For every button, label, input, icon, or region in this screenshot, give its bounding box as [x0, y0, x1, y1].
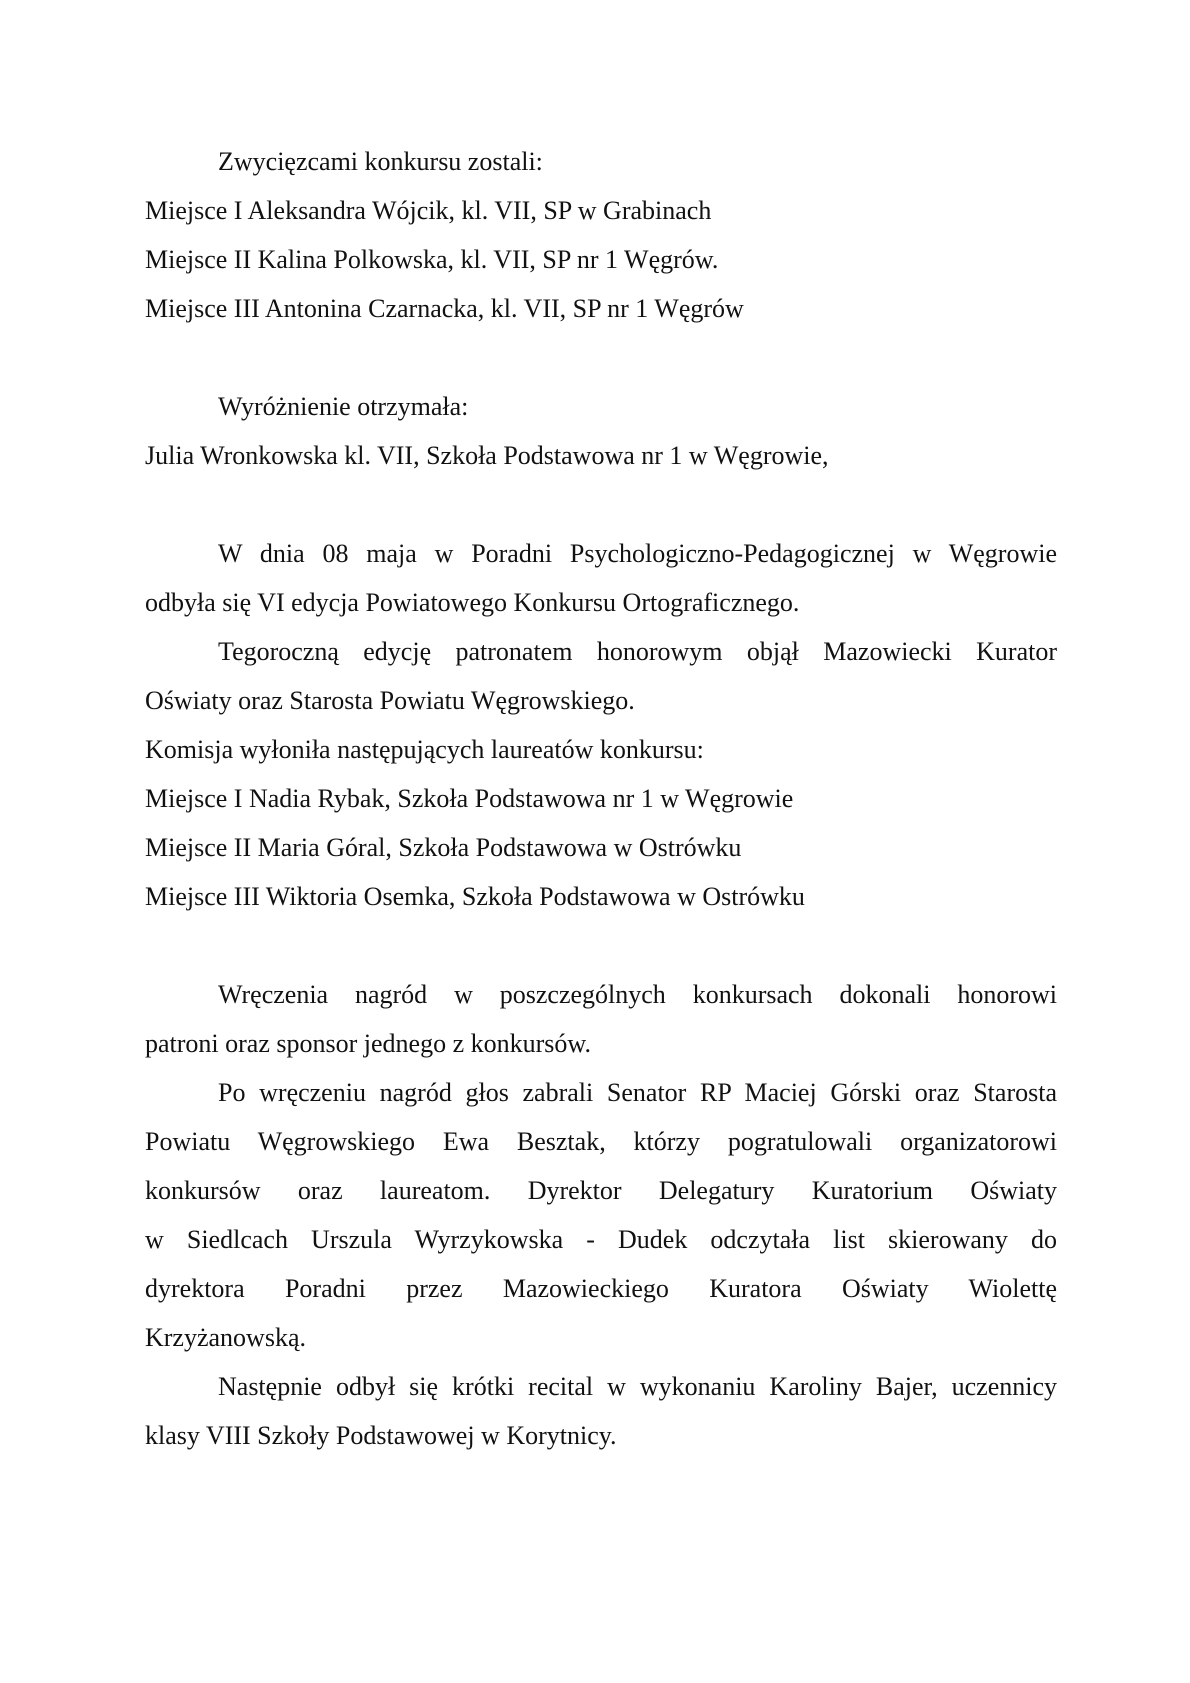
ceremony-paragraph-2-line-2: Powiatu Węgrowskiego Ewa Besztak, którzy pogratulowali organizatorowi [145, 1127, 1057, 1156]
ceremony-paragraph-2-line-4: w Siedlcach Urszula Wyrzykowska - Dudek odczytała list skierowany do [145, 1225, 1057, 1254]
commission-text: Komisja wyłoniła następujących laureatów konkursu: [145, 735, 704, 764]
ceremony-paragraph-2-line-6: Krzyżanowską. [145, 1323, 306, 1352]
winner-place-3: Miejsce III Antonina Czarnacka, kl. VII, SP nr 1 Węgrów [145, 294, 744, 323]
winner-place-1: Miejsce I Aleksandra Wójcik, kl. VII, SP w Grabinach [145, 196, 712, 225]
distinction-recipient: Julia Wronkowska kl. VII, Szkoła Podstawowa nr 1 w Węgrowie, [145, 441, 829, 470]
event-paragraph-2-line-1: Tegoroczną edycję patronatem honorowym objął Mazowiecki Kurator [218, 637, 1057, 666]
laureate-place-3: Miejsce III Wiktoria Osemka, Szkoła Podstawowa w Ostrówku [145, 882, 805, 911]
document-body [145, 137, 1057, 1460]
paragraph-gap [145, 480, 1057, 529]
ceremony-paragraph-1-line-1: Wręczenia nagród w poszczególnych konkursach dokonali honorowi [218, 980, 1057, 1009]
laureate-place-1: Miejsce I Nadia Rybak, Szkoła Podstawowa nr 1 w Węgrowie [145, 784, 794, 813]
paragraph-gap [145, 921, 1057, 970]
event-paragraph-2-line-2: Oświaty oraz Starosta Powiatu Węgrowskiego. [145, 686, 635, 715]
ceremony-paragraph-3-line-1: Następnie odbył się krótki recital w wykonaniu Karoliny Bajer, uczennicy [218, 1372, 1057, 1401]
paragraph-gap [145, 333, 1057, 382]
distinction-heading: Wyróżnienie otrzymała: [218, 392, 469, 421]
ceremony-paragraph-2-line-5: dyrektora Poradni przez Mazowieckiego Kuratora Oświaty Wiolettę [145, 1274, 1057, 1303]
laureate-place-2: Miejsce II Maria Góral, Szkoła Podstawowa w Ostrówku [145, 833, 742, 862]
winners-heading: Zwycięzcami konkursu zostali: [218, 147, 543, 176]
winner-place-2: Miejsce II Kalina Polkowska, kl. VII, SP nr 1 Węgrów. [145, 245, 719, 274]
ceremony-paragraph-2-line-3: konkursów oraz laureatom. Dyrektor Delegatury Kuratorium Oświaty [145, 1176, 1057, 1205]
ceremony-paragraph-1-line-2: patroni oraz sponsor jednego z konkursów. [145, 1029, 591, 1058]
event-paragraph-1-line-1: W dnia 08 maja w Poradni Psychologiczno-Pedagogicznej w Węgrowie [218, 539, 1057, 568]
ceremony-paragraph-2-line-1: Po wręczeniu nagród głos zabrali Senator RP Maciej Górski oraz Starosta [218, 1078, 1057, 1107]
ceremony-paragraph-3-line-2: klasy VIII Szkoły Podstawowej w Korytnicy. [145, 1421, 617, 1450]
event-paragraph-1-line-2: odbyła się VI edycja Powiatowego Konkursu Ortograficznego. [145, 588, 800, 617]
